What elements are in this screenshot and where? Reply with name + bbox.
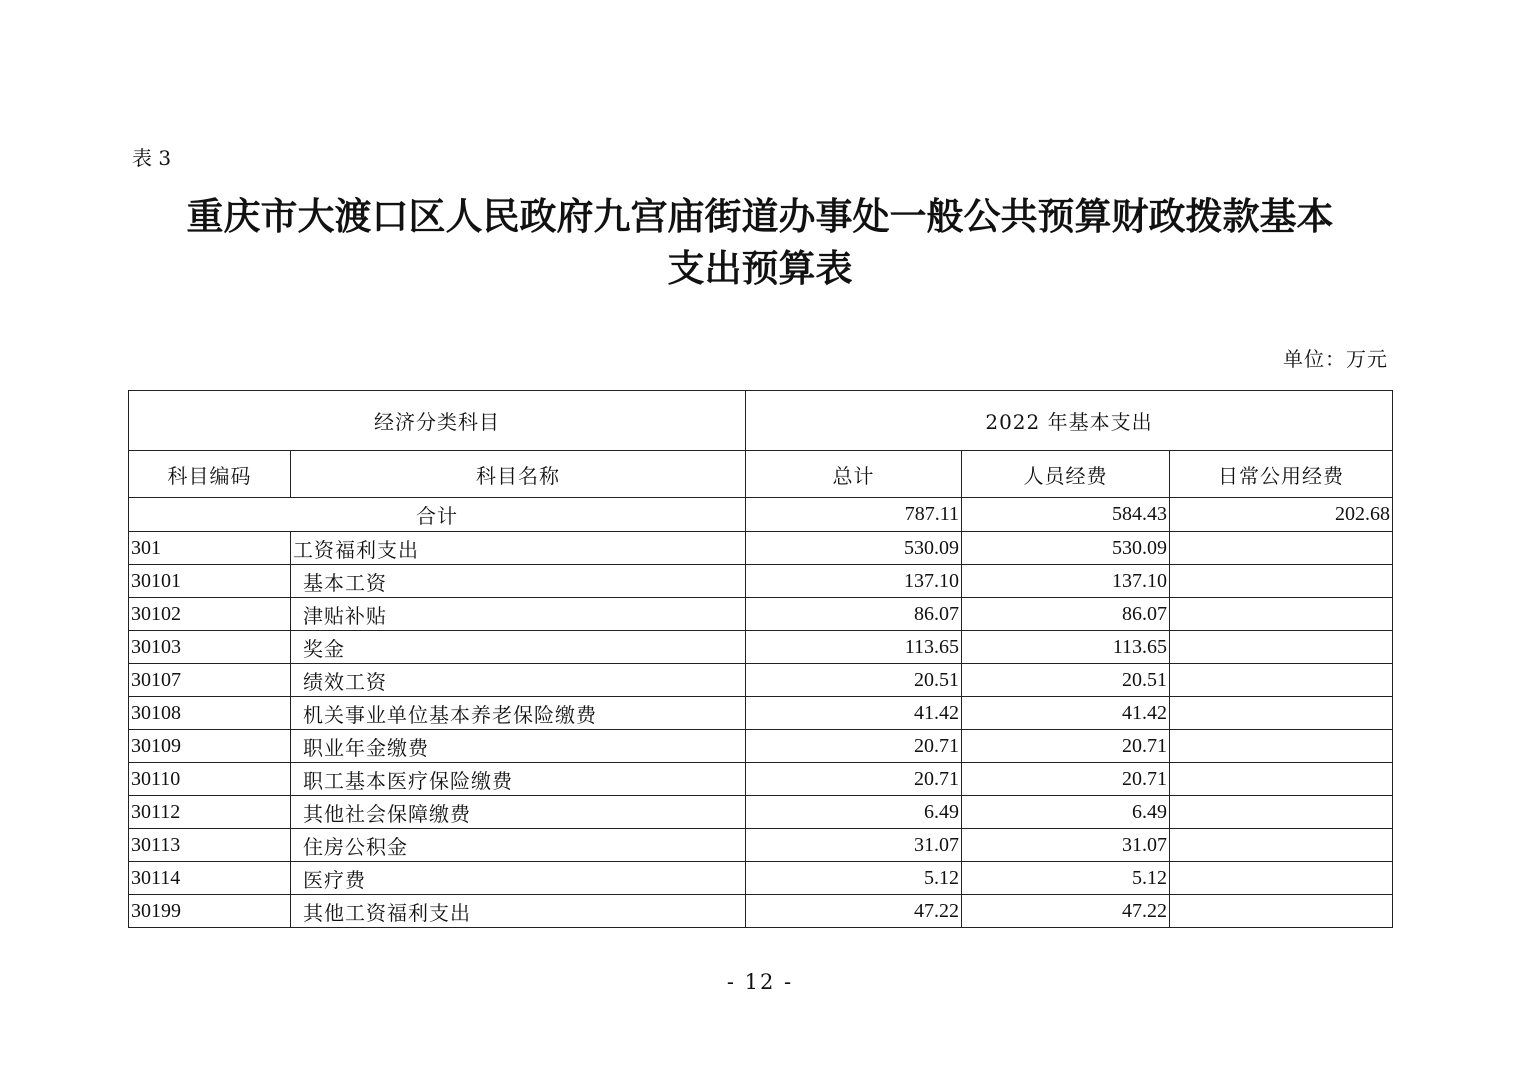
row-code: 30107 bbox=[129, 664, 291, 697]
row-personnel: 86.07 bbox=[962, 598, 1170, 631]
table-row bbox=[129, 862, 1393, 895]
table-row bbox=[129, 895, 1393, 928]
table-row bbox=[129, 697, 1393, 730]
table-row bbox=[129, 631, 1393, 664]
table-row bbox=[129, 796, 1393, 829]
row-code: 301 bbox=[129, 532, 291, 565]
table-row bbox=[129, 565, 1393, 598]
row-personnel: 6.49 bbox=[962, 796, 1170, 829]
header-total: 总计 bbox=[746, 451, 962, 498]
title-line-1: 重庆市大渡口区人民政府九宫庙街道办事处一般公共预算财政拨款基本 bbox=[186, 194, 1334, 238]
row-public bbox=[1170, 829, 1393, 862]
group-header-row bbox=[129, 391, 1393, 451]
row-public bbox=[1170, 862, 1393, 895]
row-code: 30101 bbox=[129, 565, 291, 598]
header-personnel: 人员经费 bbox=[962, 451, 1170, 498]
page-number: - 12 - bbox=[726, 970, 794, 994]
row-code: 30114 bbox=[129, 862, 291, 895]
table-row bbox=[129, 829, 1393, 862]
table-row bbox=[129, 763, 1393, 796]
row-total: 20.71 bbox=[746, 763, 962, 796]
row-total: 6.49 bbox=[746, 796, 962, 829]
row-total: 113.65 bbox=[746, 631, 962, 664]
row-personnel: 5.12 bbox=[962, 862, 1170, 895]
row-name: 津贴补贴 bbox=[291, 598, 746, 631]
table-row bbox=[129, 664, 1393, 697]
total-label: 合计 bbox=[129, 498, 746, 532]
row-personnel: 530.09 bbox=[962, 532, 1170, 565]
row-total: 86.07 bbox=[746, 598, 962, 631]
row-personnel: 20.71 bbox=[962, 730, 1170, 763]
unit-label: 单位：万元 bbox=[1283, 347, 1388, 371]
row-total: 530.09 bbox=[746, 532, 962, 565]
row-name: 机关事业单位基本养老保险缴费 bbox=[291, 697, 746, 730]
row-name: 基本工资 bbox=[291, 565, 746, 598]
row-name: 其他工资福利支出 bbox=[291, 895, 746, 928]
row-public bbox=[1170, 796, 1393, 829]
row-name: 职业年金缴费 bbox=[291, 730, 746, 763]
row-personnel: 47.22 bbox=[962, 895, 1170, 928]
row-public bbox=[1170, 598, 1393, 631]
row-name: 奖金 bbox=[291, 631, 746, 664]
row-public bbox=[1170, 763, 1393, 796]
row-total: 31.07 bbox=[746, 829, 962, 862]
header-basic-expenditure: 2022 年基本支出 bbox=[746, 391, 1393, 451]
row-code: 30102 bbox=[129, 598, 291, 631]
row-total: 47.22 bbox=[746, 895, 962, 928]
row-public bbox=[1170, 532, 1393, 565]
row-code: 30108 bbox=[129, 697, 291, 730]
row-code: 30112 bbox=[129, 796, 291, 829]
row-public bbox=[1170, 565, 1393, 598]
table-row bbox=[129, 532, 1393, 565]
row-code: 30110 bbox=[129, 763, 291, 796]
total-amount: 787.11 bbox=[746, 498, 962, 532]
row-code: 30199 bbox=[129, 895, 291, 928]
row-personnel: 137.10 bbox=[962, 565, 1170, 598]
row-public bbox=[1170, 895, 1393, 928]
row-public bbox=[1170, 697, 1393, 730]
row-name: 住房公积金 bbox=[291, 829, 746, 862]
row-name: 医疗费 bbox=[291, 862, 746, 895]
row-total: 137.10 bbox=[746, 565, 962, 598]
budget-table bbox=[128, 390, 1393, 928]
row-code: 30109 bbox=[129, 730, 291, 763]
row-code: 30103 bbox=[129, 631, 291, 664]
table-row bbox=[129, 730, 1393, 763]
total-public: 202.68 bbox=[1170, 498, 1393, 532]
row-name: 绩效工资 bbox=[291, 664, 746, 697]
row-public bbox=[1170, 664, 1393, 697]
row-public bbox=[1170, 730, 1393, 763]
row-personnel: 41.42 bbox=[962, 697, 1170, 730]
row-total: 20.51 bbox=[746, 664, 962, 697]
table-label: 表 3 bbox=[132, 146, 172, 170]
row-personnel: 20.51 bbox=[962, 664, 1170, 697]
header-name: 科目名称 bbox=[291, 451, 746, 498]
row-personnel: 20.71 bbox=[962, 763, 1170, 796]
row-name: 工资福利支出 bbox=[291, 532, 746, 565]
row-personnel: 31.07 bbox=[962, 829, 1170, 862]
header-public: 日常公用经费 bbox=[1170, 451, 1393, 498]
row-total: 20.71 bbox=[746, 730, 962, 763]
header-classification: 经济分类科目 bbox=[129, 391, 746, 451]
table-row bbox=[129, 598, 1393, 631]
title-line-2: 支出预算表 bbox=[667, 246, 853, 290]
row-public bbox=[1170, 631, 1393, 664]
document-title bbox=[0, 190, 1520, 294]
header-code: 科目编码 bbox=[129, 451, 291, 498]
total-personnel: 584.43 bbox=[962, 498, 1170, 532]
column-header-row bbox=[129, 451, 1393, 498]
row-total: 5.12 bbox=[746, 862, 962, 895]
row-name: 其他社会保障缴费 bbox=[291, 796, 746, 829]
row-code: 30113 bbox=[129, 829, 291, 862]
total-row bbox=[129, 498, 1393, 532]
row-total: 41.42 bbox=[746, 697, 962, 730]
row-personnel: 113.65 bbox=[962, 631, 1170, 664]
row-name: 职工基本医疗保险缴费 bbox=[291, 763, 746, 796]
